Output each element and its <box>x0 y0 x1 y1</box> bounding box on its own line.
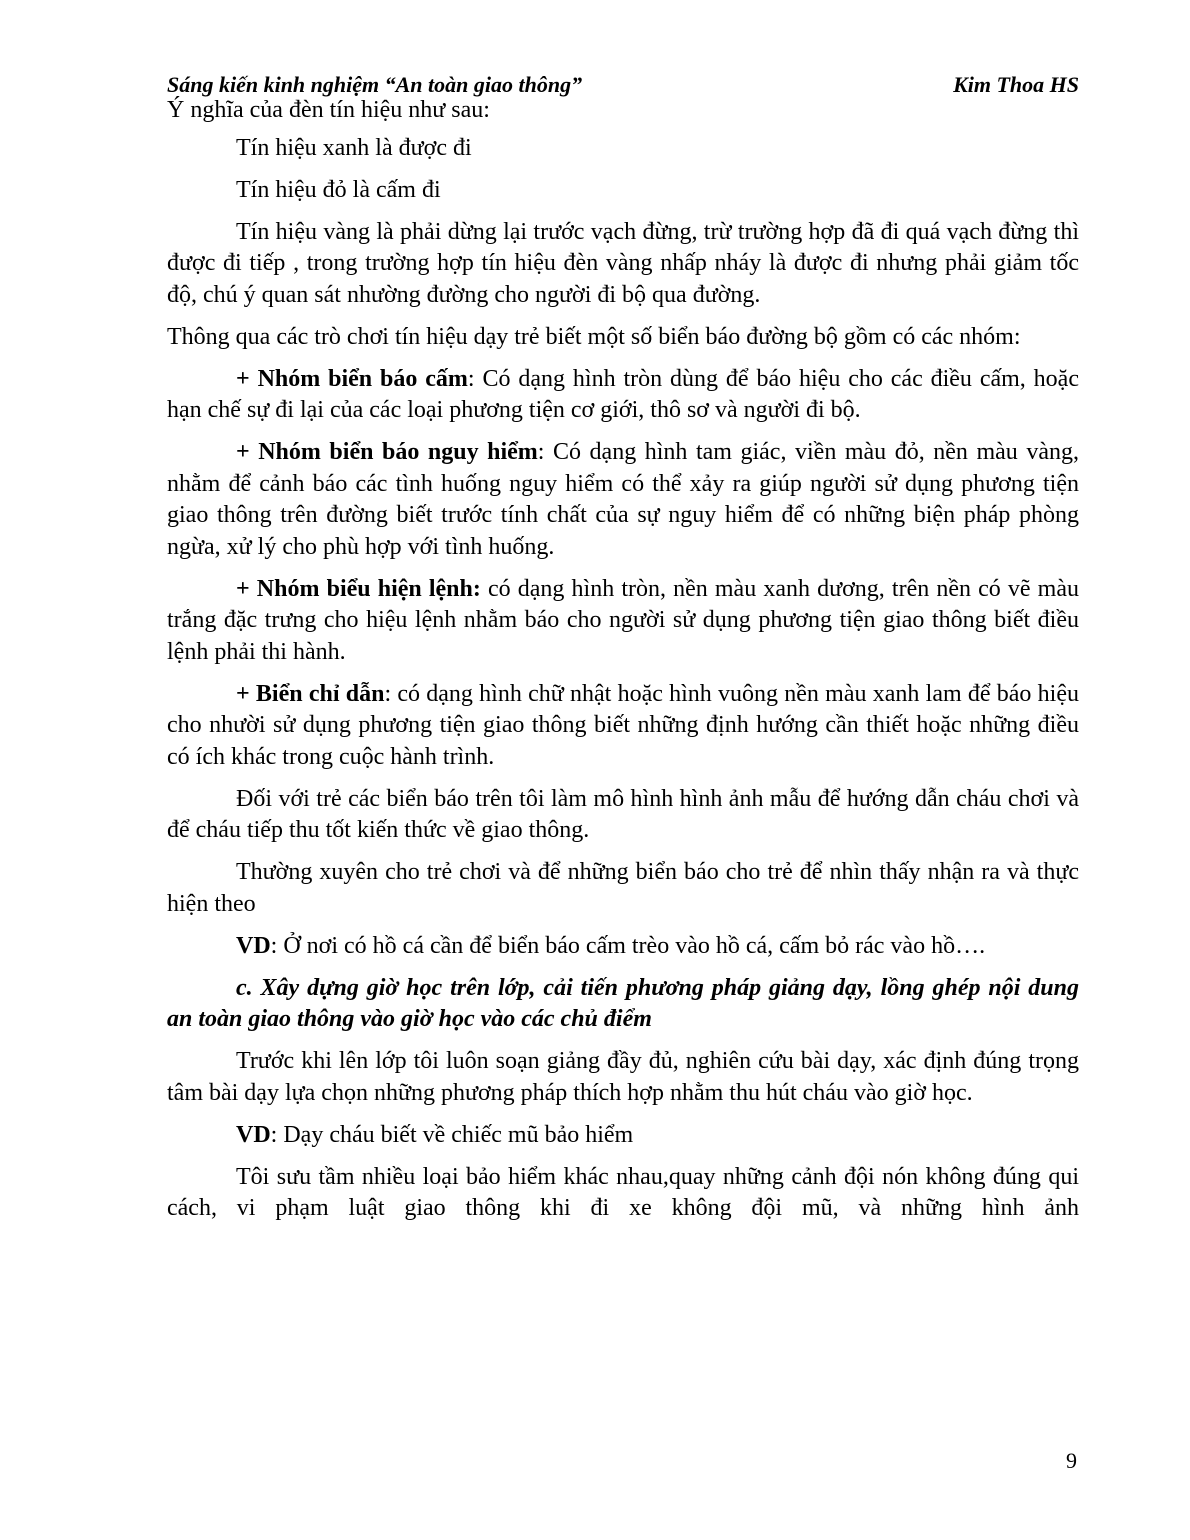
header-author: Kim Thoa HS <box>953 72 1079 97</box>
mandatory-signs-label: + Nhóm biểu hiện lệnh: <box>236 575 481 602</box>
prohibitory-signs-label: + Nhóm biển báo cấm <box>236 365 468 392</box>
paragraph-green-signal: Tín hiệu xanh là được đi <box>236 134 472 161</box>
paragraph-regular-practice: Thường xuyên cho trẻ chơi và để những biển báo cho trẻ để nhìn thấy nhận ra và thực hiện theo <box>167 859 1079 917</box>
paragraph-yellow-signal: Tín hiệu vàng là phải dừng lại trước vạch đừng, trừ trường hợp đã đi quá vạch đừng thì được đi tiếp , trong trường hợp tín hiệu đèn vàng nhấp nháy là được đi nhưng phải giảm tốc độ, chú ý quan sát nhường đường cho người đi bộ qua đường. <box>167 218 1079 308</box>
paragraph-signal-meaning: Ý nghĩa của đèn tín hiệu như sau: <box>167 97 490 123</box>
page-number: 9 <box>1066 1448 1077 1473</box>
section-heading-c: c. Xây dựng giờ học trên lớp, cải tiến phương pháp giảng dạy, lồng ghép nội dung an toàn giao thông vào giờ học vào các chủ điểm <box>167 974 1079 1032</box>
prohibitory-signs-text: : Có dạng hình tròn dùng để báo hiệu cho các điều cấm, hoặc hạn chế sự đi lại của các loại phương tiện cơ giới, thô sơ và người đi bộ. <box>167 365 1079 423</box>
example-fish-pond-text: : Ở nơi có hồ cá cần để biển báo cấm trèo vào hồ cá, cấm bỏ rác vào hồ…. <box>270 932 986 959</box>
warning-signs-label: + Nhóm biển báo nguy hiểm <box>236 439 538 465</box>
example-helmet-text: : Dạy cháu biết về chiếc mũ bảo hiểm <box>270 1121 634 1148</box>
paragraph-prohibitory-signs <box>167 364 1079 427</box>
guide-signs-text: : có dạng hình chữ nhật hoặc hình vuông nền màu xanh lam để báo hiệu cho nhười sử dụng phương tiện giao thông biết những định hướng cần thiết hoặc những điều có ích khác trong cuộc hành trình. <box>167 680 1079 770</box>
guide-signs-label: + Biển chỉ dẫn <box>236 680 385 707</box>
paragraph-example-helmet <box>167 1120 1079 1152</box>
header-title: Sáng kiến kinh nghiệm “An toàn giao thông” <box>167 72 583 97</box>
paragraph-mandatory-signs <box>167 574 1079 669</box>
paragraph-example-fish-pond <box>167 931 1079 963</box>
paragraph-sign-groups-intro: Thông qua các trò chơi tín hiệu dạy trẻ biết một số biển báo đường bộ gồm có các nhóm: <box>167 323 1021 350</box>
example-label: VD <box>236 1121 271 1148</box>
paragraph-red-signal: Tín hiệu đỏ là cấm đi <box>236 176 441 203</box>
paragraph-guide-signs <box>167 679 1079 774</box>
paragraph-sign-models: Đối với trẻ các biển báo trên tôi làm mô hình hình ảnh mẫu để hướng dẫn cháu chơi và để cháu tiếp thu tốt kiến thức về giao thông. <box>167 785 1079 843</box>
paragraph-helmet-collection: Tôi sưu tầm nhiều loại bảo hiểm khác nhau,quay những cảnh đội nón không đúng qui cách, vi phạm luật giao thông khi đi xe không đội mũ, và những hình ảnh <box>167 1163 1079 1221</box>
mandatory-signs-text: có dạng hình tròn, nền màu xanh dương, trên nền có vẽ màu trắng đặc trưng cho hiệu lệnh nhằm báo cho người sử dụng phương tiện giao thông biết điều lệnh phải thi hành. <box>167 575 1079 665</box>
paragraph-lesson-prep: Trước khi lên lớp tôi luôn soạn giảng đầy đủ, nghiên cứu bài dạy, xác định đúng trọng tâm bài dạy lựa chọn những phương pháp thích hợp nhằm thu hút cháu vào giờ học. <box>167 1048 1079 1106</box>
paragraph-warning-signs <box>167 437 1079 563</box>
example-label: VD <box>236 932 271 959</box>
document-body <box>167 95 1079 1235</box>
warning-signs-text: : Có dạng hình tam giác, viền màu đỏ, nền màu vàng, nhằm để cảnh báo các tình huống nguy hiểm có thể xảy ra giúp người sử dụng phương tiện giao thông trên đường biết trước tính chất của sự nguy hiểm để có những biện pháp phòng ngừa, xử lý cho phù hợp với tình huống. <box>167 439 1079 560</box>
